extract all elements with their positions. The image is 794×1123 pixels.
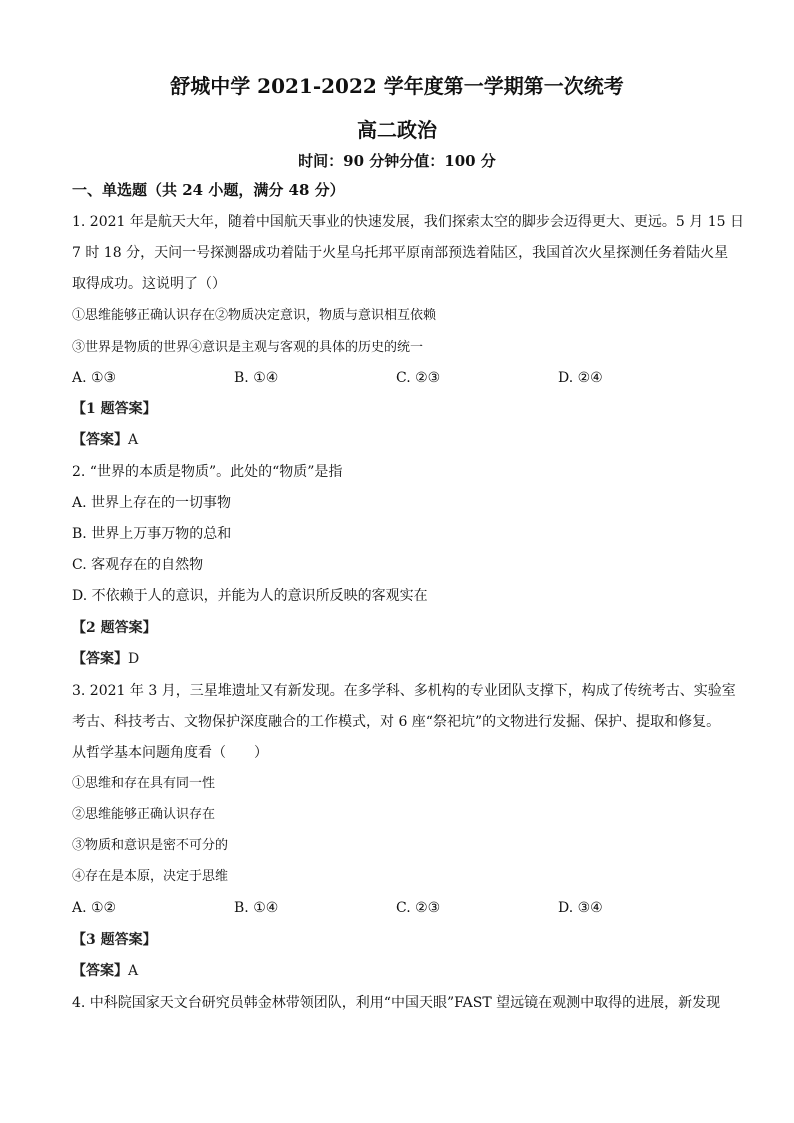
- q2-option-a: A. 世界上存在的一切事物: [72, 495, 232, 511]
- exam-meta: 时间：90 分钟分值：100 分: [298, 152, 496, 170]
- q2-answer-label: 【答案】: [72, 651, 128, 667]
- q2-option-c: C. 客观存在的自然物: [72, 557, 204, 573]
- q1-option-d: D. ②④: [558, 370, 603, 386]
- q3-statement-3: ③物质和意识是密不可分的: [72, 838, 229, 853]
- q1-answer-tag: 【1 题答案】: [72, 401, 157, 417]
- q3-statement-4: ④存在是本原，决定于思维: [72, 869, 229, 884]
- q3-line-2: 考古、科技考古、文物保护深度融合的工作模式，对 6 座“祭祀坑”的文物进行发掘、保护、提取和修复。: [72, 714, 721, 730]
- q4-line-1: 4. 中科院国家天文台研究员韩金林带领团队，利用“中国天眼”FAST 望远镜在观测中取得的进展，新发现: [72, 995, 721, 1011]
- q2-line-1: 2. “世界的本质是物质”。此处的“物质”是指: [72, 464, 343, 480]
- q1-option-a: A. ①③: [72, 370, 117, 386]
- q2-answer: [72, 649, 139, 669]
- q1-line-3: 取得成功。这说明了（）: [72, 276, 226, 292]
- q1-option-c: C. ②③: [396, 370, 441, 386]
- q1-answer-value: A: [128, 432, 139, 448]
- q2-option-d: D. 不依赖于人的意识，并能为人的意识所反映的客观实在: [72, 588, 428, 604]
- q3-answer-value: A: [128, 963, 139, 979]
- q2-option-b: B. 世界上万事万物的总和: [72, 526, 232, 542]
- section-heading: 一、单选题（共 24 小题，满分 48 分）: [72, 181, 345, 199]
- exam-title: 舒城中学 2021-2022 学年度第一学期第一次统考: [170, 74, 624, 98]
- q1-line-1: 1. 2021 年是航天大年，随着中国航天事业的快速发展，我们探索太空的脚步会迈得更大、更远。5 月 15 日: [72, 214, 744, 230]
- q1-statement-2: ③世界是物质的世界④意识是主观与客观的具体的历史的统一: [72, 340, 424, 355]
- q3-statement-1: ①思维和存在具有同一性: [72, 776, 216, 791]
- q3-statement-2: ②思维能够正确认识存在: [72, 807, 216, 822]
- q3-option-a: A. ①②: [72, 900, 117, 916]
- q3-answer-tag: 【3 题答案】: [72, 932, 157, 948]
- q3-option-b: B. ①④: [234, 900, 279, 916]
- q1-line-2: 7 时 18 分，天问一号探测器成功着陆于火星乌托邦平原南部预选着陆区，我国首次火星探测任务着陆火星: [72, 245, 729, 261]
- q3-line-1: 3. 2021 年 3 月，三星堆遗址又有新发现。在多学科、多机构的专业团队支撑下，构成了传统考古、实验室: [72, 683, 736, 699]
- q3-line-3: 从哲学基本问题角度看（ ）: [72, 745, 268, 761]
- q3-option-c: C. ②③: [396, 900, 441, 916]
- q3-answer: [72, 961, 138, 981]
- q1-answer-label: 【答案】: [72, 432, 128, 448]
- q3-option-d: D. ③④: [558, 900, 603, 916]
- q3-answer-label: 【答案】: [72, 963, 128, 979]
- q2-answer-value: D: [128, 651, 140, 667]
- exam-subject: 高二政治: [357, 118, 437, 142]
- q1-answer: [72, 430, 138, 450]
- q2-answer-tag: 【2 题答案】: [72, 620, 157, 636]
- q1-statement-1: ①思维能够正确认识存在②物质决定意识，物质与意识相互依赖: [72, 308, 437, 323]
- q1-option-b: B. ①④: [234, 370, 279, 386]
